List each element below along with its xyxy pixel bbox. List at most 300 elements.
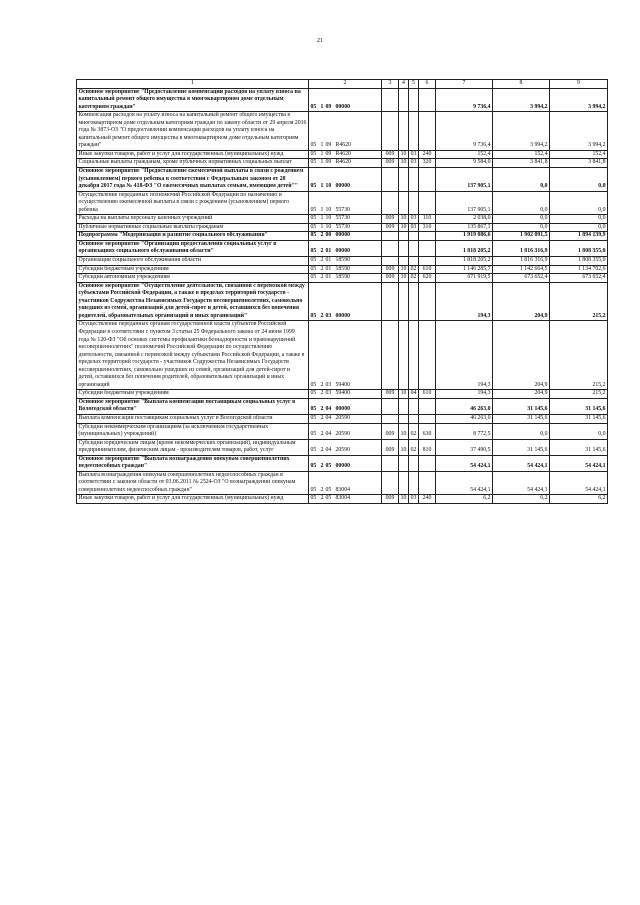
code-subprogram: 2 xyxy=(320,495,324,502)
row-col3: 009 xyxy=(382,423,399,439)
table-row xyxy=(77,471,608,495)
code-event: 01 xyxy=(325,257,332,264)
row-name: Основное мероприятие "Предоставление компенсации расходов на уплату взноса на капитальный ремонт общего имущества в многоквартирном доме отдельным категориям граждан" xyxy=(77,88,309,112)
row-value-col9: 1 808 355,0 xyxy=(550,257,608,266)
code-subprogram: 2 xyxy=(320,232,324,239)
row-name: Компенсация расходов на уплату взноса на капитальный ремонт общего имущества в многоквартирном доме отдельным категориям граждан по закону области от 29 апреля 2016 года № 3873-ОЗ "О предоставлении компенсации расходов на уплату взноса на капитальный ремонт общего имущества в многоквартирном доме отдельным категориям граждан" xyxy=(77,112,309,151)
table-row xyxy=(77,390,608,399)
row-value-col9: 1 808 355,0 xyxy=(550,240,608,256)
code-program: 05 xyxy=(310,486,317,493)
row-col5 xyxy=(409,257,419,266)
row-col5 xyxy=(409,455,419,471)
row-col4: 10 xyxy=(399,150,409,159)
row-col5: 02 xyxy=(409,423,419,439)
code-direction: 83004 xyxy=(335,486,350,493)
row-col5 xyxy=(409,321,419,390)
row-col6: 610 xyxy=(419,265,436,274)
code-event: 10 xyxy=(325,183,332,190)
row-col4 xyxy=(399,414,409,423)
code-subprogram: 2 xyxy=(320,414,324,421)
row-value-col7: 194,3 xyxy=(436,282,493,321)
column-header: 2 xyxy=(309,80,382,89)
row-col6: 810 xyxy=(419,439,436,455)
code-event: 03 xyxy=(325,312,332,319)
row-name: Организации социального обслуживания области xyxy=(77,257,309,266)
code-subprogram: 2 xyxy=(320,486,324,493)
row-name: Выплата компенсации поставщикам социальных услуг в Вологодской области xyxy=(77,414,309,423)
table-row xyxy=(77,112,608,151)
row-col5: 02 xyxy=(409,439,419,455)
code-program: 05 xyxy=(310,381,317,388)
table-row xyxy=(77,398,608,414)
row-col6: 240 xyxy=(419,150,436,159)
code-direction: 00000 xyxy=(335,103,350,110)
row-name: Субсидии бюджетным учреждениям xyxy=(77,265,309,274)
row-value-col8: 0,0 xyxy=(493,215,550,224)
row-value-col9: 1 894 139,9 xyxy=(550,232,608,241)
row-value-col8: 1 902 091,5 xyxy=(493,232,550,241)
row-col6: 620 xyxy=(419,274,436,283)
row-value-col7: 2 038,0 xyxy=(436,215,493,224)
row-col3: 009 xyxy=(382,390,399,399)
code-subprogram: 2 xyxy=(320,431,324,438)
row-value-col7: 135 867,1 xyxy=(436,223,493,232)
row-value-col8: 54 424,1 xyxy=(493,471,550,495)
row-col3 xyxy=(382,88,399,112)
table-row xyxy=(77,223,608,232)
row-col4: 10 xyxy=(399,439,409,455)
row-value-col8: 204,9 xyxy=(493,390,550,399)
row-col3 xyxy=(382,414,399,423)
code-program: 05 xyxy=(310,495,317,502)
row-classification-code xyxy=(309,321,382,390)
row-value-col9: 215,2 xyxy=(550,390,608,399)
code-direction: R4620 xyxy=(335,142,351,149)
row-value-col8: 3 841,8 xyxy=(493,159,550,168)
row-value-col8: 204,9 xyxy=(493,282,550,321)
row-col4 xyxy=(399,282,409,321)
code-program: 05 xyxy=(310,390,317,397)
code-subprogram: 2 xyxy=(320,381,324,388)
row-col6: 320 xyxy=(419,159,436,168)
row-col5: 02 xyxy=(409,274,419,283)
row-col5 xyxy=(409,240,419,256)
row-value-col9: 6,2 xyxy=(550,495,608,504)
code-subprogram: 1 xyxy=(320,150,324,157)
row-col6 xyxy=(419,168,436,192)
code-event: 01 xyxy=(325,265,332,272)
row-col3 xyxy=(382,321,399,390)
row-classification-code xyxy=(309,240,382,256)
code-event: 10 xyxy=(325,206,332,213)
row-value-col7: 194,3 xyxy=(436,321,493,390)
row-col4: 10 xyxy=(399,265,409,274)
table-row xyxy=(77,274,608,283)
row-col3 xyxy=(382,232,399,241)
row-name: Осуществление переданных органам государственной власти субъектов Российской Федерации в соответствии с пунктом 3 статьи 25 Федерального закона от 24 июня 1999 года № 120-ФЗ "Об основах системы профилактики безнадзорности и правонарушений несовершеннолетних" полномочий Российской Федерации по осуществлению деятельности, связанной с перевозкой между субъектами Российской Федерации, а также в пределах территорий государств - участников Содружества Независимых Государств несовершеннолетних, самовольно ушедших из семей, организаций для детей-сирот и детей, оставшихся без попечения родителей, образовательных организаций и иных организаций xyxy=(77,321,309,390)
row-value-col7: 1 146 285,7 xyxy=(436,265,493,274)
row-col3 xyxy=(382,168,399,192)
code-program: 05 xyxy=(310,406,317,413)
row-col4 xyxy=(399,257,409,266)
row-col4 xyxy=(399,455,409,471)
code-direction: 55730 xyxy=(335,206,350,213)
code-direction: 18590 xyxy=(335,274,350,281)
code-direction: 59400 xyxy=(335,390,350,397)
code-subprogram: 2 xyxy=(320,265,324,272)
column-header: 1 xyxy=(77,80,309,89)
code-subprogram: 2 xyxy=(320,390,324,397)
column-header: 7 xyxy=(436,80,493,89)
row-classification-code xyxy=(309,455,382,471)
row-col3 xyxy=(382,455,399,471)
row-classification-code xyxy=(309,191,382,215)
table-row xyxy=(77,232,608,241)
row-name: Подпрограмма "Модернизация и развитие социального обслуживания" xyxy=(77,232,309,241)
row-value-col9: 673 652,4 xyxy=(550,274,608,283)
row-value-col9: 0,0 xyxy=(550,223,608,232)
row-col4: 10 xyxy=(399,495,409,504)
code-subprogram: 1 xyxy=(320,142,324,149)
code-subprogram: 2 xyxy=(320,257,324,264)
code-program: 05 xyxy=(310,206,317,213)
code-subprogram: 1 xyxy=(320,103,324,110)
row-col4: 10 xyxy=(399,223,409,232)
row-col3 xyxy=(382,257,399,266)
row-classification-code xyxy=(309,232,382,241)
code-direction: 00000 xyxy=(335,406,350,413)
row-col3 xyxy=(382,398,399,414)
row-value-col8: 3 994,2 xyxy=(493,88,550,112)
row-value-col7: 194,3 xyxy=(436,390,493,399)
row-value-col8: 152,4 xyxy=(493,150,550,159)
code-subprogram: 2 xyxy=(320,447,324,454)
row-col4 xyxy=(399,240,409,256)
code-event: 04 xyxy=(325,406,332,413)
row-value-col8: 1 816 316,9 xyxy=(493,240,550,256)
row-value-col9: 0,0 xyxy=(550,191,608,215)
row-col6: 240 xyxy=(419,495,436,504)
row-name: Иные закупки товаров, работ и услуг для государственных (муниципальных) нужд xyxy=(77,495,309,504)
row-value-col7: 152,4 xyxy=(436,150,493,159)
code-event: 10 xyxy=(325,223,332,230)
row-col5 xyxy=(409,398,419,414)
row-col4: 10 xyxy=(399,390,409,399)
code-direction: 18590 xyxy=(335,257,350,264)
table-row xyxy=(77,265,608,274)
row-col5: 02 xyxy=(409,265,419,274)
row-value-col7: 1 818 205,2 xyxy=(436,240,493,256)
row-col3 xyxy=(382,471,399,495)
code-event: 01 xyxy=(325,274,332,281)
code-subprogram: 2 xyxy=(320,463,324,470)
row-col5 xyxy=(409,112,419,151)
row-classification-code xyxy=(309,168,382,192)
row-col6: 610 xyxy=(419,390,436,399)
code-program: 05 xyxy=(310,223,317,230)
code-program: 05 xyxy=(310,215,317,222)
row-value-col7: 137 905,1 xyxy=(436,168,493,192)
table-row xyxy=(77,159,608,168)
code-event: 09 xyxy=(325,142,332,149)
page-number: 21 xyxy=(317,38,323,44)
code-direction: 20590 xyxy=(335,431,350,438)
row-value-col7: 54 424,1 xyxy=(436,455,493,471)
code-direction: R4620 xyxy=(335,150,351,157)
row-col6 xyxy=(419,191,436,215)
code-subprogram: 2 xyxy=(320,274,324,281)
column-header: 6 xyxy=(419,80,436,89)
row-classification-code xyxy=(309,471,382,495)
row-col4: 10 xyxy=(399,423,409,439)
row-classification-code xyxy=(309,274,382,283)
row-classification-code xyxy=(309,150,382,159)
table-row xyxy=(77,414,608,423)
row-name: Выплата вознаграждения опекунам совершеннолетних недееспособных граждан в соответствии с законом области от 03.06.2011 № 2524-ОЗ "О вознаграждении опекунам совершеннолетних недееспособных граждан" xyxy=(77,471,309,495)
row-col6 xyxy=(419,414,436,423)
table-row xyxy=(77,215,608,224)
code-program: 05 xyxy=(310,447,317,454)
code-program: 05 xyxy=(310,312,317,319)
column-header: 4 xyxy=(399,80,409,89)
row-value-col7: 1 919 086,6 xyxy=(436,232,493,241)
row-col6 xyxy=(419,471,436,495)
code-direction: 20590 xyxy=(335,447,350,454)
row-col6 xyxy=(419,455,436,471)
code-event: 01 xyxy=(325,248,332,255)
code-direction: 00000 xyxy=(335,312,350,319)
code-direction: 00000 xyxy=(335,248,350,255)
code-direction: 83004 xyxy=(335,495,350,502)
row-col5 xyxy=(409,232,419,241)
row-classification-code xyxy=(309,390,382,399)
code-subprogram: 1 xyxy=(320,183,324,190)
row-value-col8: 54 424,1 xyxy=(493,455,550,471)
row-value-col7: 1 818 205,2 xyxy=(436,257,493,266)
row-col6: 310 xyxy=(419,223,436,232)
row-col4: 10 xyxy=(399,159,409,168)
row-classification-code xyxy=(309,398,382,414)
row-name: Публичные нормативные социальные выплаты гражданам xyxy=(77,223,309,232)
row-value-col7: 46 263,0 xyxy=(436,398,493,414)
table-row xyxy=(77,495,608,504)
row-col3 xyxy=(382,191,399,215)
table-header-row xyxy=(77,80,608,89)
row-col3 xyxy=(382,240,399,256)
column-header: 3 xyxy=(382,80,399,89)
row-value-col7: 46 263,0 xyxy=(436,414,493,423)
row-name: Расходы на выплаты персоналу казенных учреждений xyxy=(77,215,309,224)
table-row xyxy=(77,240,608,256)
row-col4 xyxy=(399,88,409,112)
row-value-col8: 204,9 xyxy=(493,321,550,390)
row-value-col9: 3 994,2 xyxy=(550,112,608,151)
row-value-col9: 3 841,8 xyxy=(550,159,608,168)
row-col6 xyxy=(419,282,436,321)
row-value-col8: 0,0 xyxy=(493,168,550,192)
column-header: 8 xyxy=(493,80,550,89)
table-row xyxy=(77,321,608,390)
row-name: Субсидии юридическим лицам (кроме некоммерческих организаций), индивидуальным предпринимателям, физическим лицам - производителям товаров, работ, услуг xyxy=(77,439,309,455)
row-name: Основное мероприятие "Выплата вознаграждения опекунам совершеннолетних недееспособных граждан" xyxy=(77,455,309,471)
code-direction: 00000 xyxy=(335,232,350,239)
row-value-col9: 0,0 xyxy=(550,215,608,224)
row-col5: 03 xyxy=(409,223,419,232)
code-program: 05 xyxy=(310,463,317,470)
row-value-col9: 31 145,6 xyxy=(550,398,608,414)
code-direction: 20590 xyxy=(335,414,350,421)
code-program: 05 xyxy=(310,265,317,272)
code-program: 05 xyxy=(310,103,317,110)
row-col6 xyxy=(419,321,436,390)
code-event: 05 xyxy=(325,495,332,502)
row-name: Субсидии бюджетным учреждениям xyxy=(77,390,309,399)
code-event: 09 xyxy=(325,103,332,110)
code-subprogram: 2 xyxy=(320,406,324,413)
row-value-col9: 152,4 xyxy=(550,150,608,159)
row-col3: 009 xyxy=(382,265,399,274)
row-classification-code xyxy=(309,265,382,274)
row-value-col8: 1 816 316,9 xyxy=(493,257,550,266)
code-event: 03 xyxy=(325,381,332,388)
row-name: Осуществление переданных полномочий Российской Федерации по назначению и осуществлению ежемесячной выплаты в связи с рождением (усыновлением) первого ребенка xyxy=(77,191,309,215)
row-col5 xyxy=(409,414,419,423)
row-col3: 009 xyxy=(382,223,399,232)
row-name: Иные закупки товаров, работ и услуг для государственных (муниципальных) нужд xyxy=(77,150,309,159)
row-col5 xyxy=(409,88,419,112)
code-direction: R4620 xyxy=(335,159,351,166)
row-col4 xyxy=(399,398,409,414)
code-program: 05 xyxy=(310,159,317,166)
row-col6 xyxy=(419,240,436,256)
row-value-col9: 31 145,6 xyxy=(550,414,608,423)
row-col5: 03 xyxy=(409,150,419,159)
row-value-col8: 31 145,6 xyxy=(493,439,550,455)
row-col3: 009 xyxy=(382,215,399,224)
code-event: 04 xyxy=(325,414,332,421)
row-value-col7: 671 919,5 xyxy=(436,274,493,283)
code-program: 05 xyxy=(310,183,317,190)
table-row xyxy=(77,455,608,471)
row-col4: 10 xyxy=(399,215,409,224)
row-col5: 03 xyxy=(409,215,419,224)
code-program: 05 xyxy=(310,431,317,438)
code-direction: 59400 xyxy=(335,381,350,388)
row-col6 xyxy=(419,398,436,414)
column-header: 9 xyxy=(550,80,608,89)
table-row xyxy=(77,282,608,321)
code-event: 00 xyxy=(325,232,332,239)
row-col6 xyxy=(419,257,436,266)
code-direction: 00000 xyxy=(335,463,350,470)
code-program: 05 xyxy=(310,142,317,149)
code-subprogram: 1 xyxy=(320,215,324,222)
table-row xyxy=(77,257,608,266)
table-row xyxy=(77,168,608,192)
row-value-col9: 215,2 xyxy=(550,321,608,390)
column-header: 5 xyxy=(409,80,419,89)
code-program: 05 xyxy=(310,248,317,255)
row-classification-code xyxy=(309,88,382,112)
row-value-col7: 6,2 xyxy=(436,495,493,504)
row-col4 xyxy=(399,471,409,495)
row-value-col7: 8 772,5 xyxy=(436,423,493,439)
row-value-col9: 215,2 xyxy=(550,282,608,321)
row-col5: 04 xyxy=(409,390,419,399)
row-name: Основное мероприятие "Осуществление деятельности, связанной с перевозкой между субъектами Российской Федерации, а также в пределах территорий государств - участников Содружества Независимых Государств несовершеннолетних, самовольно ушедших из семей, организаций для детей-сирот и детей, оставшихся без попечения родителей, образовательных организаций и иных организаций" xyxy=(77,282,309,321)
row-name: Основное мероприятие "Предоставление ежемесячной выплаты в связи с рождением (усыновлением) первого ребенка в соответствии с Федеральным законом от 28 декабря 2017 года № 418-ФЗ "О ежемесячных выплатах семьям, имеющим детей"" xyxy=(77,168,309,192)
code-program: 05 xyxy=(310,274,317,281)
row-value-col9: 54 424,1 xyxy=(550,471,608,495)
table-body xyxy=(77,80,608,504)
row-col3: 009 xyxy=(382,274,399,283)
row-value-col8: 6,2 xyxy=(493,495,550,504)
row-value-col8: 31 145,6 xyxy=(493,398,550,414)
row-col5: 03 xyxy=(409,495,419,504)
code-subprogram: 2 xyxy=(320,312,324,319)
table-row xyxy=(77,439,608,455)
row-value-col7: 137 905,1 xyxy=(436,191,493,215)
code-subprogram: 2 xyxy=(320,248,324,255)
row-value-col7: 37 490,5 xyxy=(436,439,493,455)
row-col5: 03 xyxy=(409,159,419,168)
row-value-col8: 0,0 xyxy=(493,423,550,439)
code-program: 05 xyxy=(310,232,317,239)
code-program: 05 xyxy=(310,414,317,421)
row-classification-code xyxy=(309,215,382,224)
row-col4: 10 xyxy=(399,274,409,283)
row-col4 xyxy=(399,112,409,151)
code-event: 05 xyxy=(325,486,332,493)
row-name: Субсидии автономным учреждениям xyxy=(77,274,309,283)
code-direction: 55730 xyxy=(335,215,350,222)
row-value-col9: 1 134 702,6 xyxy=(550,265,608,274)
row-col4 xyxy=(399,168,409,192)
row-classification-code xyxy=(309,257,382,266)
row-value-col8: 31 145,6 xyxy=(493,414,550,423)
row-value-col9: 0,0 xyxy=(550,423,608,439)
row-value-col8: 673 652,4 xyxy=(493,274,550,283)
row-value-col9: 54 424,1 xyxy=(550,455,608,471)
row-col5 xyxy=(409,168,419,192)
row-classification-code xyxy=(309,414,382,423)
code-event: 04 xyxy=(325,431,332,438)
code-event: 09 xyxy=(325,150,332,157)
row-name: Субсидии некоммерческим организациям (за исключением государственных (муниципальных) учреждений) xyxy=(77,423,309,439)
row-col3: 009 xyxy=(382,150,399,159)
code-direction: 00000 xyxy=(335,183,350,190)
row-value-col8: 3 994,2 xyxy=(493,112,550,151)
row-value-col9: 31 145,6 xyxy=(550,439,608,455)
row-value-col9: 3 994,2 xyxy=(550,88,608,112)
code-event: 05 xyxy=(325,463,332,470)
table-row xyxy=(77,423,608,439)
row-name: Основное мероприятие "Организация предоставления социальных услуг в организациях социального обслуживания области" xyxy=(77,240,309,256)
row-classification-code xyxy=(309,159,382,168)
row-value-col8: 1 142 664,5 xyxy=(493,265,550,274)
row-col5 xyxy=(409,191,419,215)
row-value-col9: 0,0 xyxy=(550,168,608,192)
code-event: 09 xyxy=(325,159,332,166)
row-classification-code xyxy=(309,439,382,455)
code-program: 05 xyxy=(310,257,317,264)
row-col6 xyxy=(419,88,436,112)
code-direction: 18590 xyxy=(335,265,350,272)
row-col4 xyxy=(399,191,409,215)
code-event: 10 xyxy=(325,215,332,222)
table-row xyxy=(77,88,608,112)
table-row xyxy=(77,150,608,159)
